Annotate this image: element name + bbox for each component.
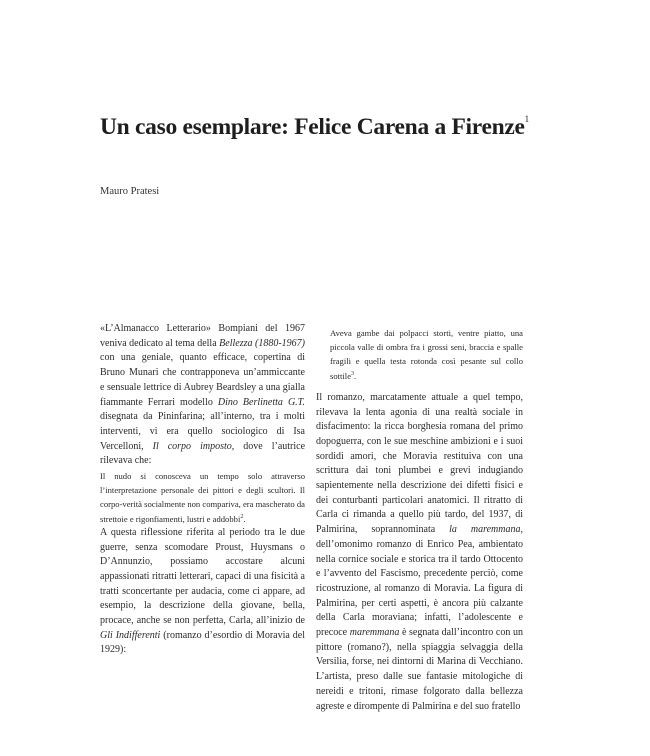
block-quote-moravia: Aveva gambe dai polpacci storti, ventre piatto, una piccola valle di ombra fra i grossi seni, braccia e spalle fragili e quella testa rotonda così pesante sul collo sottile$^3$. xyxy=(330,328,523,381)
quote-text: Il nudo si conosceva un tempo solo attraverso l’interpretazione personale dei pittori e degli scultori. Il corpo-verità socialmente non compariva, era mascherato da strettoie e rigonfiamenti, lustri e addobbi xyxy=(100,471,305,524)
italic-run: la maremmana xyxy=(449,524,521,536)
right-text-column xyxy=(316,326,523,714)
text-run: con una geniale, quanto efficace, copertina di Bruno Munari che contrapponeva un’ammiccante e sensuale lettrice di Aubrey Beardsley a una gialla fiammante Ferrari modello xyxy=(100,352,305,408)
italic-run: Il corpo imposto xyxy=(152,440,232,452)
article-title xyxy=(100,114,530,141)
paragraph-novel-analysis xyxy=(316,391,523,714)
footnote-marker: 2 xyxy=(240,513,244,520)
italic-run: Dino Berlinetta G.T. xyxy=(217,396,305,408)
text-run: disegnata da Pininfarina; all’interno, tra i molti interventi, vi era quello sociologico di Isa Vercelloni, xyxy=(100,411,305,452)
text-run: Il romanzo, marcatamente attuale a quel tempo, rilevava la lenta agonia di una realtà sociale in disfacimento: la ricca borghesia romana del primo dopoguerra, con le sue meschine ambizioni e i suoi sordidi amori, che Moravia restituiva con una scrittura dai toni plumbei e grevi indugiando sapientemente nella descrizione dei difetti fisici e dei conturbanti particolari anatomici. Il ritratto di Carla ci rimanda a quello più tardo, del 1937, di Palmirina, soprannominata xyxy=(316,391,523,536)
block-quote-vercelloni: Il nudo si conosceva un tempo solo attraverso l’interpretazione personale dei pittori e degli scultori. Il corpo-verità socialmente non compariva, era mascherato da strettoie e rigonfiamenti, lustri e addobbi$^2$. xyxy=(100,471,305,524)
italic-run: Gli Indifferenti xyxy=(100,629,161,641)
title-footnote-marker: 1 xyxy=(524,114,529,124)
text-run: (romanzo d’esordio di Moravia del 1929): xyxy=(100,629,305,656)
italic-run: maremmana xyxy=(349,627,400,639)
paragraph-intro xyxy=(100,322,305,469)
text-run: è segnata dall’incontro con un pittore (romano?), nella spiaggia selvaggia della Versilia, forse, nei dintorni di Marina di Vecchiano. L’artista, preso dalle sue fantasie mitologiche di nereidi e tritoni, rimase folgorato dalla bellezza agreste e dirompente di Palmirina e del suo fratello xyxy=(316,627,523,712)
author-name: Mauro Pratesi xyxy=(100,186,160,197)
text-run: , dell’omonimo romanzo di Enrico Pea, ambientato nella cornice sociale e storica tra il tardo Ottocento e l’avvento del Fascismo, precedente perciò, come ricostruzione, al romanzo di Moravia. La figura di Palmirina, per certi aspetti, è ancora più calzante della Carla moraviana; infatti, l’adolescente e precoce xyxy=(316,524,523,639)
paragraph-moravia-intro xyxy=(100,526,305,658)
italic-run: Bellezza (1880-1967) xyxy=(219,337,305,349)
footnote-marker: 3 xyxy=(351,370,355,377)
text-run: «L’Almanacco Letterario» Bompiani del 1967 veniva dedicato al tema della xyxy=(100,323,305,349)
quote-text: Aveva gambe dai polpacci storti, ventre piatto, una piccola valle di ombra fra i grossi seni, braccia e spalle fragili e quella testa rotonda così pesante sul collo sottile xyxy=(330,328,523,381)
article-title-text: Un caso esemplare: Felice Carena a Firenze xyxy=(100,114,525,140)
text-run: A questa riflessione riferita al periodo tra le due guerre, senza scomodare Proust, Huysmans o D’Annunzio, possiamo accostare alcuni appassionati ritratti letterari, capaci di una fisicità a tratti sconcertante per audacia, come ci appare, ad esempio, la descrizione della giovane, bella, procace, anche se non perfetta, Carla, all’inizio de xyxy=(100,526,305,627)
text-run: , dove l’autrice rilevava che: xyxy=(100,440,306,467)
left-text-column xyxy=(100,322,305,658)
